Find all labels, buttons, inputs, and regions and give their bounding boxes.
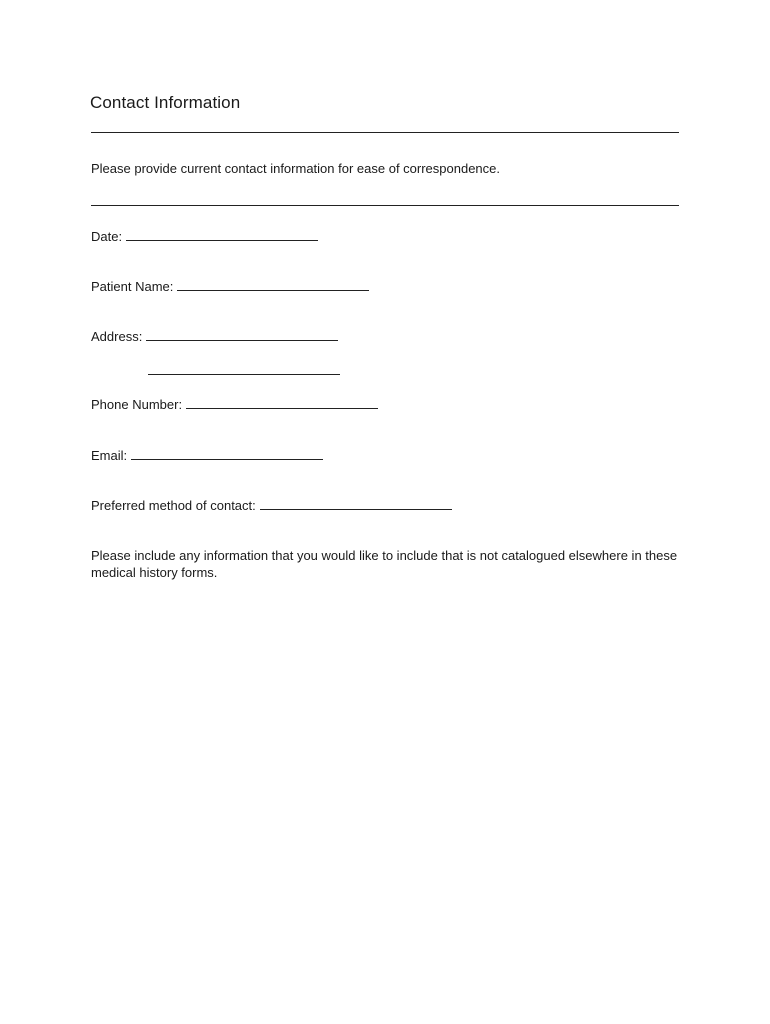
additional-info-note: Please include any information that you would like to include that is not catalogued elsewhere in these medical history forms. (91, 548, 678, 580)
address-field-line-2[interactable] (148, 363, 340, 375)
preferred-contact-row (91, 497, 452, 514)
email-field[interactable] (131, 448, 323, 460)
patient-name-label: Patient Name: (91, 279, 174, 294)
date-label: Date: (91, 229, 123, 244)
email-label: Email: (91, 448, 128, 463)
address-row (91, 328, 338, 345)
phone-row (91, 396, 378, 413)
patient-name-field[interactable] (177, 279, 369, 291)
title-divider (91, 132, 679, 133)
patient-name-row (91, 278, 369, 295)
email-row (91, 447, 323, 464)
section-divider (91, 205, 679, 206)
phone-label: Phone Number: (91, 397, 183, 412)
address-row-2 (148, 362, 340, 379)
preferred-contact-field[interactable] (260, 498, 452, 510)
address-field-line-1[interactable] (146, 329, 338, 341)
date-field[interactable] (126, 229, 318, 241)
intro-text: Please provide current contact information for ease of correspondence. (91, 161, 501, 176)
phone-field[interactable] (186, 397, 378, 409)
preferred-contact-label: Preferred method of contact: (91, 498, 256, 513)
page-title: Contact Information (90, 93, 241, 112)
address-label: Address: (91, 329, 143, 344)
date-row (91, 228, 318, 245)
